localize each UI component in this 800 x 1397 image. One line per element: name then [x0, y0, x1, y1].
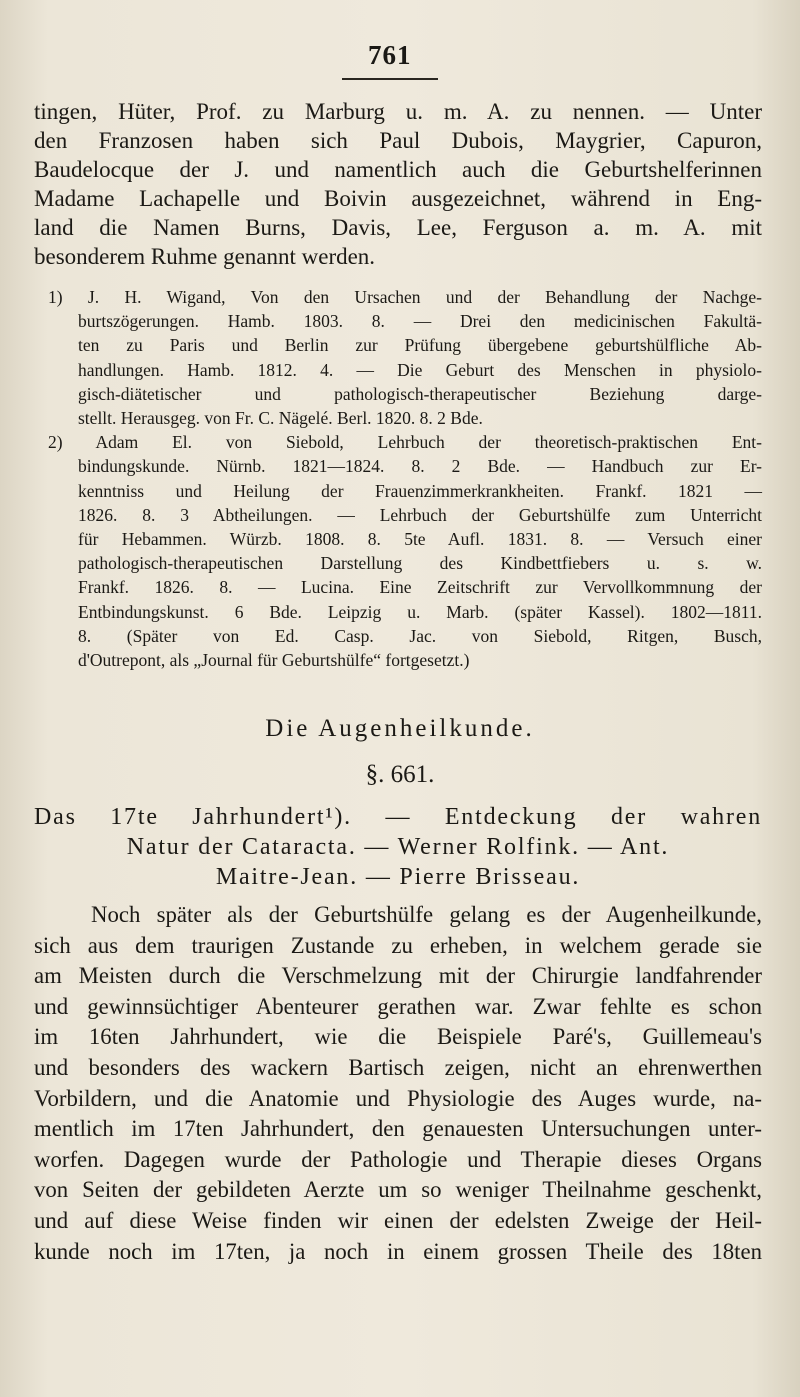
summary-line: Maitre-Jean. — Pierre Brisseau. — [215, 864, 581, 890]
page-number-rule — [342, 78, 438, 80]
footnote-line: bindungskunde. Nürnb. 1821—1824. 8. 2 Bde. — Handbuch zur Er- — [78, 456, 762, 477]
page-number: 761 — [368, 40, 412, 70]
text-line: im 16ten Jahrhundert, wie die Beispiele Paré's, Guillemeau's — [34, 1024, 762, 1050]
footnote-line: pathologisch-therapeutischen Darstellung des Kindbettfiebers u. s. w. — [78, 553, 762, 574]
text-line: von Seiten der gebildeten Aerzte um so weniger Theilnahme geschenkt, — [34, 1177, 762, 1203]
footnote-line: Entbindungskunst. 6 Bde. Leipzig u. Marb. (später Kassel). 1802—1811. — [78, 601, 762, 622]
section-summary — [34, 802, 762, 892]
text-line: tingen, Hüter, Prof. zu Marburg u. m. A. zu nennen. — Unter — [34, 99, 762, 124]
footnote-line: stellt. Herausgeg. von Fr. C. Nägelé. Berl. 1820. 8. 2 Bde. — [78, 408, 483, 429]
footnote-line: Frankf. 1826. 8. — Lucina. Eine Zeitschrift zur Vervollkommnung der — [78, 577, 762, 598]
footnote-line: kenntniss und Heilung der Frauenzimmerkrankheiten. Frankf. 1821 — — [78, 480, 762, 501]
text-line: und besonders des wackern Bartisch zeigen, nicht an ehrenwerthen — [34, 1054, 762, 1080]
footnote-line: ten zu Paris und Berlin zur Prüfung übergebene geburtshülfliche Ab- — [78, 335, 762, 356]
text-line: und auf diese Weise finden wir einen der edelsten Zweige der Heil- — [34, 1207, 762, 1233]
footnote-line: 8. (Später von Ed. Casp. Jac. von Siebold, Ritgen, Busch, — [78, 625, 762, 646]
footnote-line: 1826. 8. 3 Abtheilungen. — Lehrbuch der Geburtshülfe zum Unterricht — [78, 504, 762, 525]
text-line: kunde noch im 17ten, ja noch in einem grossen Theile des 18ten — [34, 1238, 762, 1264]
text-line: land die Namen Burns, Davis, Lee, Ferguson a. m. A. mit — [34, 215, 762, 240]
footnotes — [34, 285, 762, 672]
text-line: besonderem Ruhme genannt werden. — [34, 244, 376, 269]
section-number: §. 661. — [365, 761, 435, 788]
footnote-line: 2) Adam El. von Siebold, Lehrbuch der theoretisch-praktischen Ent- — [48, 432, 762, 453]
text-line: mentlich im 17ten Jahrhundert, den genauesten Untersuchungen unter- — [34, 1116, 762, 1142]
chapter-title: Die Augenheilkunde. — [265, 715, 535, 742]
footnote-line: für Hebammen. Würzb. 1808. 8. 5te Aufl. 1831. 8. — Versuch einer — [78, 529, 762, 550]
text-line: und gewinnsüchtiger Abenteurer gerathen war. Zwar fehlte es schon — [34, 993, 762, 1019]
summary-line: Natur der Cataracta. — Werner Rolfink. — Ant. — [126, 834, 670, 860]
footnote-line: d'Outrepont, als „Journal für Geburtshülfe“ fortgesetzt.) — [78, 650, 470, 671]
text-line: worfen. Dagegen wurde der Pathologie und Therapie dieses Organs — [34, 1146, 762, 1172]
text-line: Noch später als der Geburtshülfe gelang es der Augenheilkunde, — [91, 902, 762, 927]
footnote-line: burtszögerungen. Hamb. 1803. 8. — Drei den medicinischen Fakultä- — [78, 311, 762, 332]
summary-line: Das 17te Jahrhundert¹). — Entdeckung der wahren — [34, 804, 762, 830]
text-line: Baudelocque der J. und namentlich auch die Geburtshelferinnen — [34, 157, 762, 182]
footnote-line: 1) J. H. Wigand, Von den Ursachen und der Behandlung der Nachge- — [48, 287, 762, 307]
text-line: Madame Lachapelle und Boivin ausgezeichnet, während in Eng- — [34, 186, 762, 211]
footnote-line: handlungen. Hamb. 1812. 4. — Die Geburt des Menschen in physiolo- — [78, 359, 762, 380]
text-line: den Franzosen haben sich Paul Dubois, Maygrier, Capuron, — [34, 128, 762, 153]
body-paragraph — [34, 900, 762, 1267]
footnote-line: gisch-diätetischer und pathologisch-therapeutischer Beziehung darge- — [78, 383, 762, 404]
top-paragraph — [34, 97, 762, 271]
text-line: sich aus dem traurigen Zustande zu erheben, in welchem gerade sie — [34, 932, 762, 958]
text-line: Vorbildern, und die Anatomie und Physiologie des Auges wurde, na- — [34, 1085, 762, 1111]
text-line: am Meisten durch die Verschmelzung mit der Chirurgie landfahrender — [34, 963, 762, 989]
